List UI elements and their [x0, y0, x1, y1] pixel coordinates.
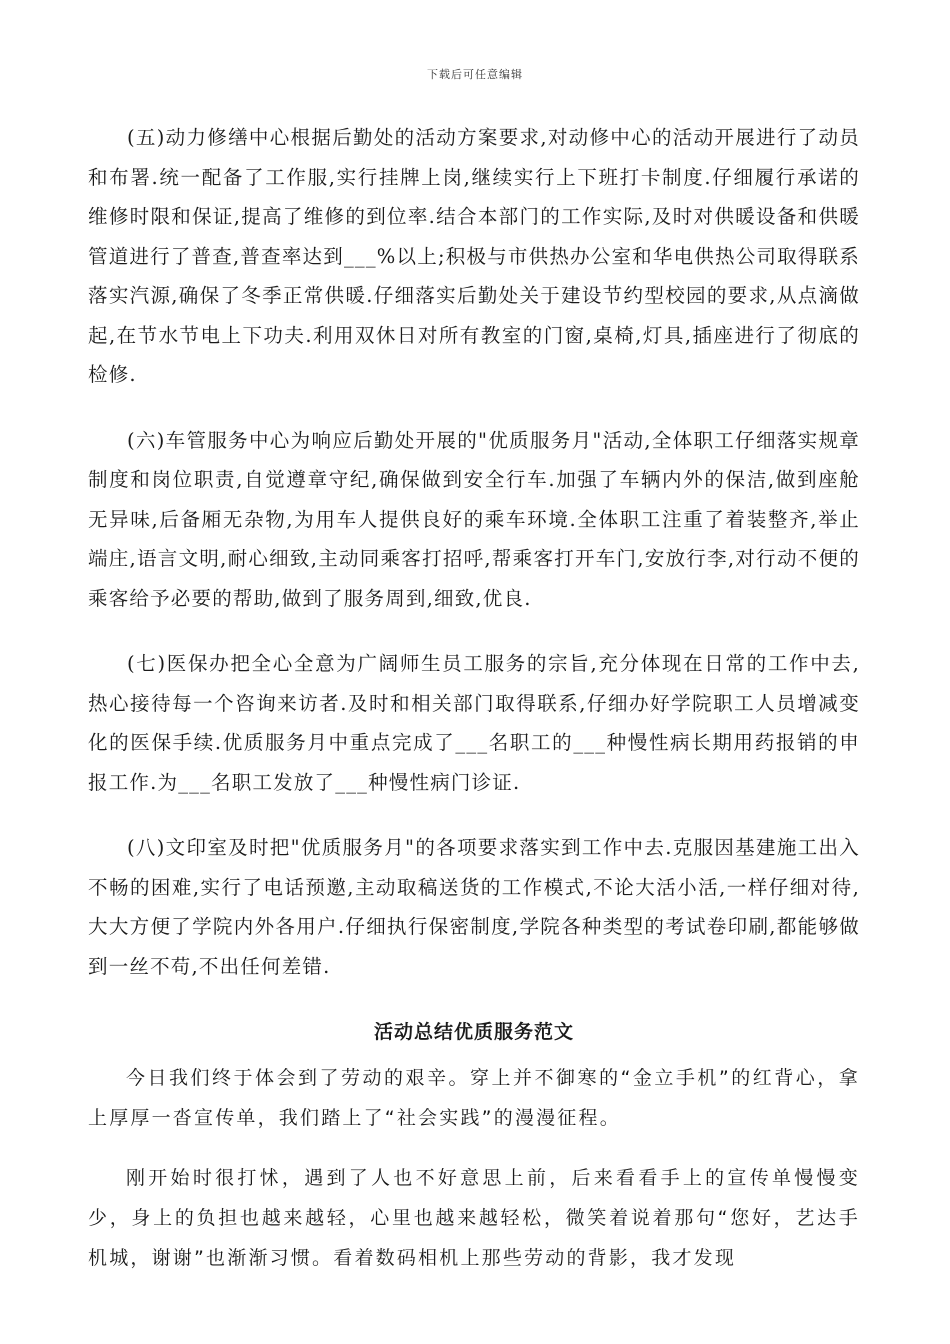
paragraph-five: (五)动力修缮中心根据后勤处的活动方案要求,对动修中心的活动开展进行了动员和布署.统一配备了工作服,实行挂牌上岗,继续实行上下班打卡制度.仔细履行承诺的维修时限和保证,提高了维修的到位率.结合本部门的工作实际,及时对供暖设备和供暖管道进行了普查,普查率达到___%以上;积极与市供热办公室和华电供热公司取得联系落实汽源,确保了冬季正常供暖.仔细落实后勤处关于建设节约型校园的要求,从点滴做起,在节水节电上下功夫.利用双休日对所有教室的门窗,桌椅,灯具,插座进行了彻底的检修.	[88, 126, 860, 386]
paragraph-seven: (七)医保办把全心全意为广阔师生员工服务的宗旨,充分体现在日常的工作中去,热心接待每一个咨询来访者.及时和相关部门取得联系,仔细办好学院职工人员增减变化的医保手续.优质服务月中重点完成了___名职工的___种慢性病长期用药报销的申报工作.为___名职工发放了___种慢性病门诊证.	[88, 652, 860, 794]
paragraph-eight: (八)文印室及时把"优质服务月"的各项要求落实到工作中去.克服因基建施工出入不畅的困难,实行了电话预邀,主动取稿送货的工作模式,不论大活小活,一样仔细对待,大大方便了学院内外各用户.仔细执行保密制度,学院各种类型的考试卷印刷,都能够做到一丝不苟,不出任何差错.	[88, 836, 860, 978]
page-header-note: 下载后可任意编辑	[427, 68, 523, 81]
section-paragraph: 今日我们终于体会到了劳动的艰辛。穿上并不御寒的“金立手机”的红背心，拿上厚厚一沓宣传单，我们踏上了“社会实践”的漫漫征程。	[88, 1067, 860, 1129]
paragraph-six: (六)车管服务中心为响应后勤处开展的"优质服务月"活动,全体职工仔细落实规章制度和岗位职责,自觉遵章守纪,确保做到安全行车.加强了车辆内外的保洁,做到座舱无异味,后备厢无杂物,为用车人提供良好的乘车环境.全体职工注重了着装整齐,举止端庄,语言文明,耐心细致,主动同乘客打招呼,帮乘客打开车门,安放行李,对行动不便的乘客给予必要的帮助,做到了服务周到,细致,优良.	[88, 428, 860, 610]
section-paragraph: 刚开始时很打怵，遇到了人也不好意思上前，后来看看手上的宣传单慢慢变少，身上的负担也越来越轻，心里也越来越轻松，微笑着说着那句“您好，艺达手机城，谢谢”也渐渐习惯。看着数码相机上那些劳动的背影，我才发现	[88, 1167, 860, 1269]
section-title: 活动总结优质服务范文	[373, 1021, 574, 1043]
document-body	[88, 118, 860, 1298]
